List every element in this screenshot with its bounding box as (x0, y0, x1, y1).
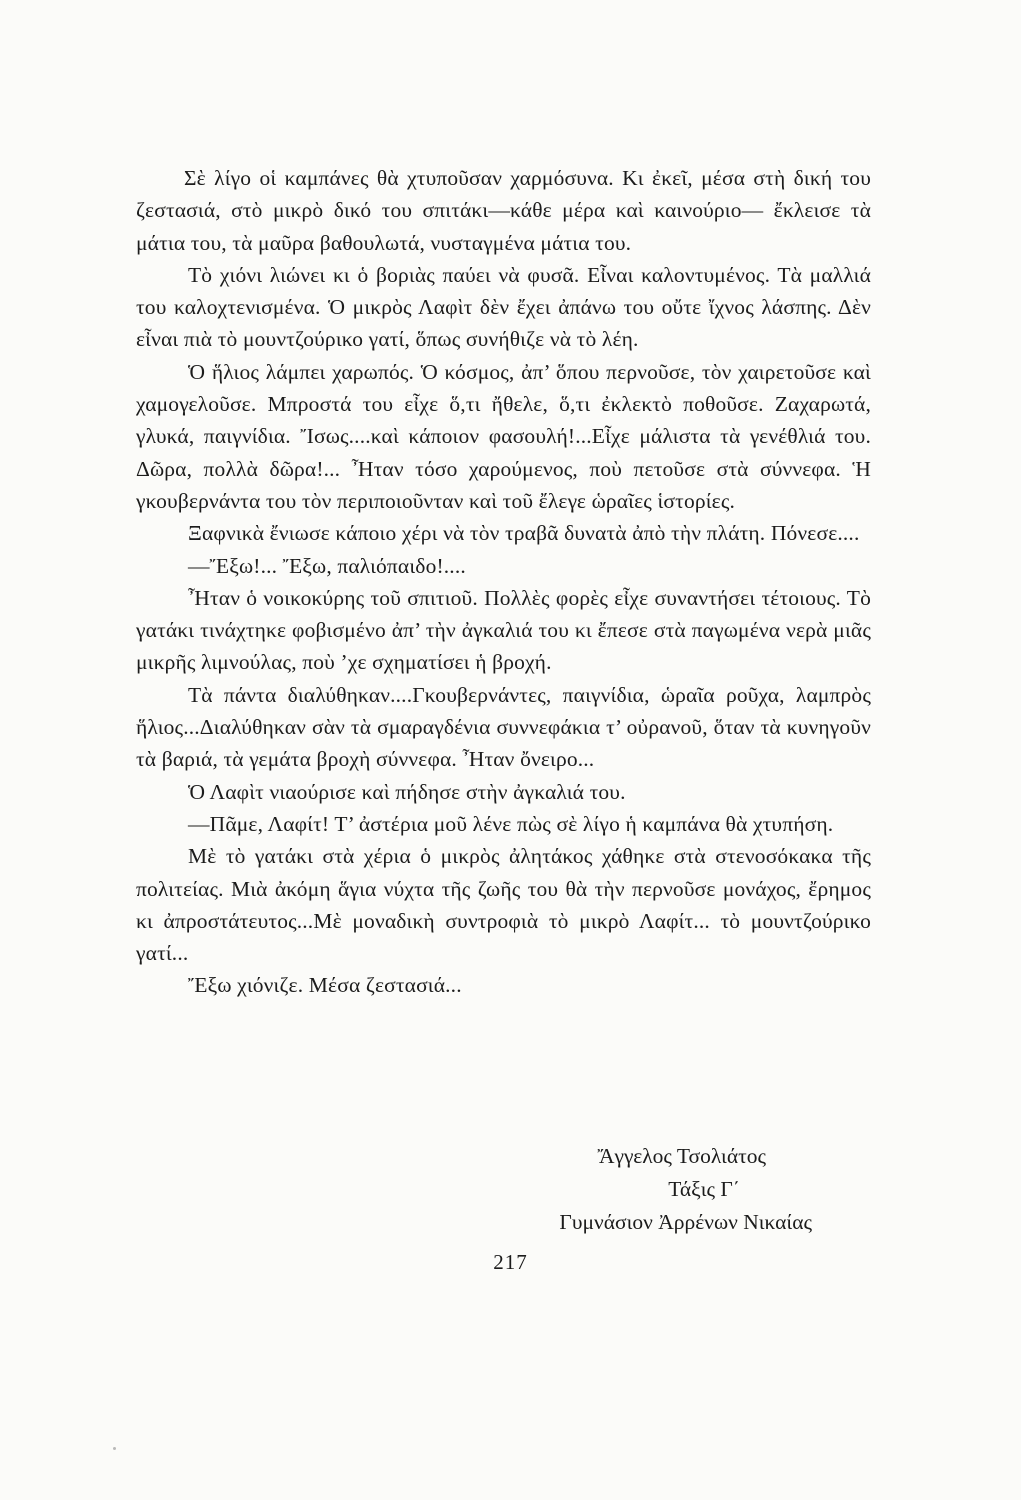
page-number: 217 (493, 1250, 528, 1274)
signature-school: Γυμνάσιον Ἀρρένων Νικαίας (559, 1210, 812, 1234)
story-text (136, 162, 871, 1002)
scan-speck (113, 1447, 116, 1450)
paragraph: Ξαφνικὰ ἔνιωσε κάποιο χέρι νὰ τὸν τραβᾶ δυνατὰ ἀπὸ τὴν πλάτη. Πόνεσε.... (188, 521, 860, 546)
paragraph: Ἦταν ὁ νοικοκύρης τοῦ σπιτιοῦ. Πολλὲς φορὲς εἶχε συναντήσει τέτοιους. Τὸ γατάκι τινάχτηκε φοβισμένο ἀπ’ τὴν ἀγκαλιά του κι ἔπεσε στὰ παγωμένα νερὰ μιᾶς μικρῆς λιμνούλας, ποὺ ’χε σχηματίσει ἡ βροχή. (136, 585, 871, 675)
paragraph: Τὰ πάντα διαλύθηκαν....Γκουβερνάντες, παιγνίδια, ὡραῖα ροῦχα, λαμπρὸς ἥλιος...Διαλύθηκαν σὰν τὰ σμαραγδένια συννεφάκια τ’ οὐρανοῦ, ὅταν τὰ κυνηγοῦν τὰ βαριά, τὰ γεμάτα βροχὴ σύννεφα. Ἦταν ὄνειρο... (136, 682, 871, 772)
paragraph: Ἔξω χιόνιζε. Μέσα ζεστασιά... (188, 973, 462, 998)
signature-block (480, 1140, 820, 1239)
paragraph: Ὁ Λαφὶτ νιαούρισε καὶ πήδησε στὴν ἀγκαλιά του. (188, 779, 626, 804)
paragraph: Ὁ ἥλιος λάμπει χαρωπός. Ὁ κόσμος, ἀπ’ ὅπου περνοῦσε, τὸν χαιρετοῦσε καὶ χαμογελοῦσε. Μπροστά του εἶχε ὅ,τι ἤθελε, ὅ,τι ἐκλεκτὸ ποθοῦσε. Ζαχαρωτά, γλυκά, παιγνίδια. Ἴσως....καὶ κάποιον φασουλή!...Εἶχε μάλιστα τὰ γενέθλιά του. Δῶρα, πολλὰ δῶρα!... Ἦταν τόσο χαρούμενος, ποὺ πετοῦσε στὰ σύννεφα. Ἡ γκουβερνάντα του τὸν περιποιοῦνταν καὶ τοῦ ἔλεγε ὡραῖες ἱστορίες. (136, 359, 871, 513)
paragraph: Σὲ λίγο οἱ καμπάνες θὰ χτυποῦσαν χαρμόσυνα. Κι ἐκεῖ, μέσα στὴ δική του ζεστασιά, στὸ μικρὸ δικό του σπιτάκι—κάθε μέρα καὶ καινούριο— ἔκλεισε τὰ μάτια του, τὰ μαῦρα βαθουλωτά, νυσταγμένα μάτια του. (136, 166, 871, 255)
paragraph: Τὸ χιόνι λιώνει κι ὁ βοριὰς παύει νὰ φυσᾶ. Εἶναι καλοντυμένος. Τὰ μαλλιά του καλοχτενισμένα. Ὁ μικρὸς Λαφὶτ δὲν ἔχει ἀπάνω του οὔτε ἴχνος λάσπης. Δὲν εἶναι πιὰ τὸ μουντζούρικο γατί, ὅπως συνήθιζε νὰ τὸ λέη. (136, 262, 871, 352)
paragraph: Μὲ τὸ γατάκι στὰ χέρια ὁ μικρὸς ἀλητάκος χάθηκε στὰ στενοσόκακα τῆς πολιτείας. Μιὰ ἀκόμη ἅγια νύχτα τῆς ζωῆς του θὰ τὴν περνοῦσε μονάχος, ἔρημος κι ἀπροστάτευτος...Μὲ μοναδικὴ συντροφιὰ τὸ μικρὸ Λαφίτ... τὸ μουντζούρικο γατί... (136, 844, 871, 966)
signature-class: Τάξις Γ΄ (668, 1177, 740, 1201)
paragraph: —Πᾶμε, Λαφίτ! Τ’ ἀστέρια μοῦ λένε πὼς σὲ λίγο ἡ καμπάνα θὰ χτυπήση. (188, 811, 834, 836)
paragraph: —Ἔξω!... Ἔξω, παλιόπαιδο!.... (188, 553, 466, 578)
signature-author: Ἄγγελος Τσολιάτος (597, 1144, 766, 1168)
